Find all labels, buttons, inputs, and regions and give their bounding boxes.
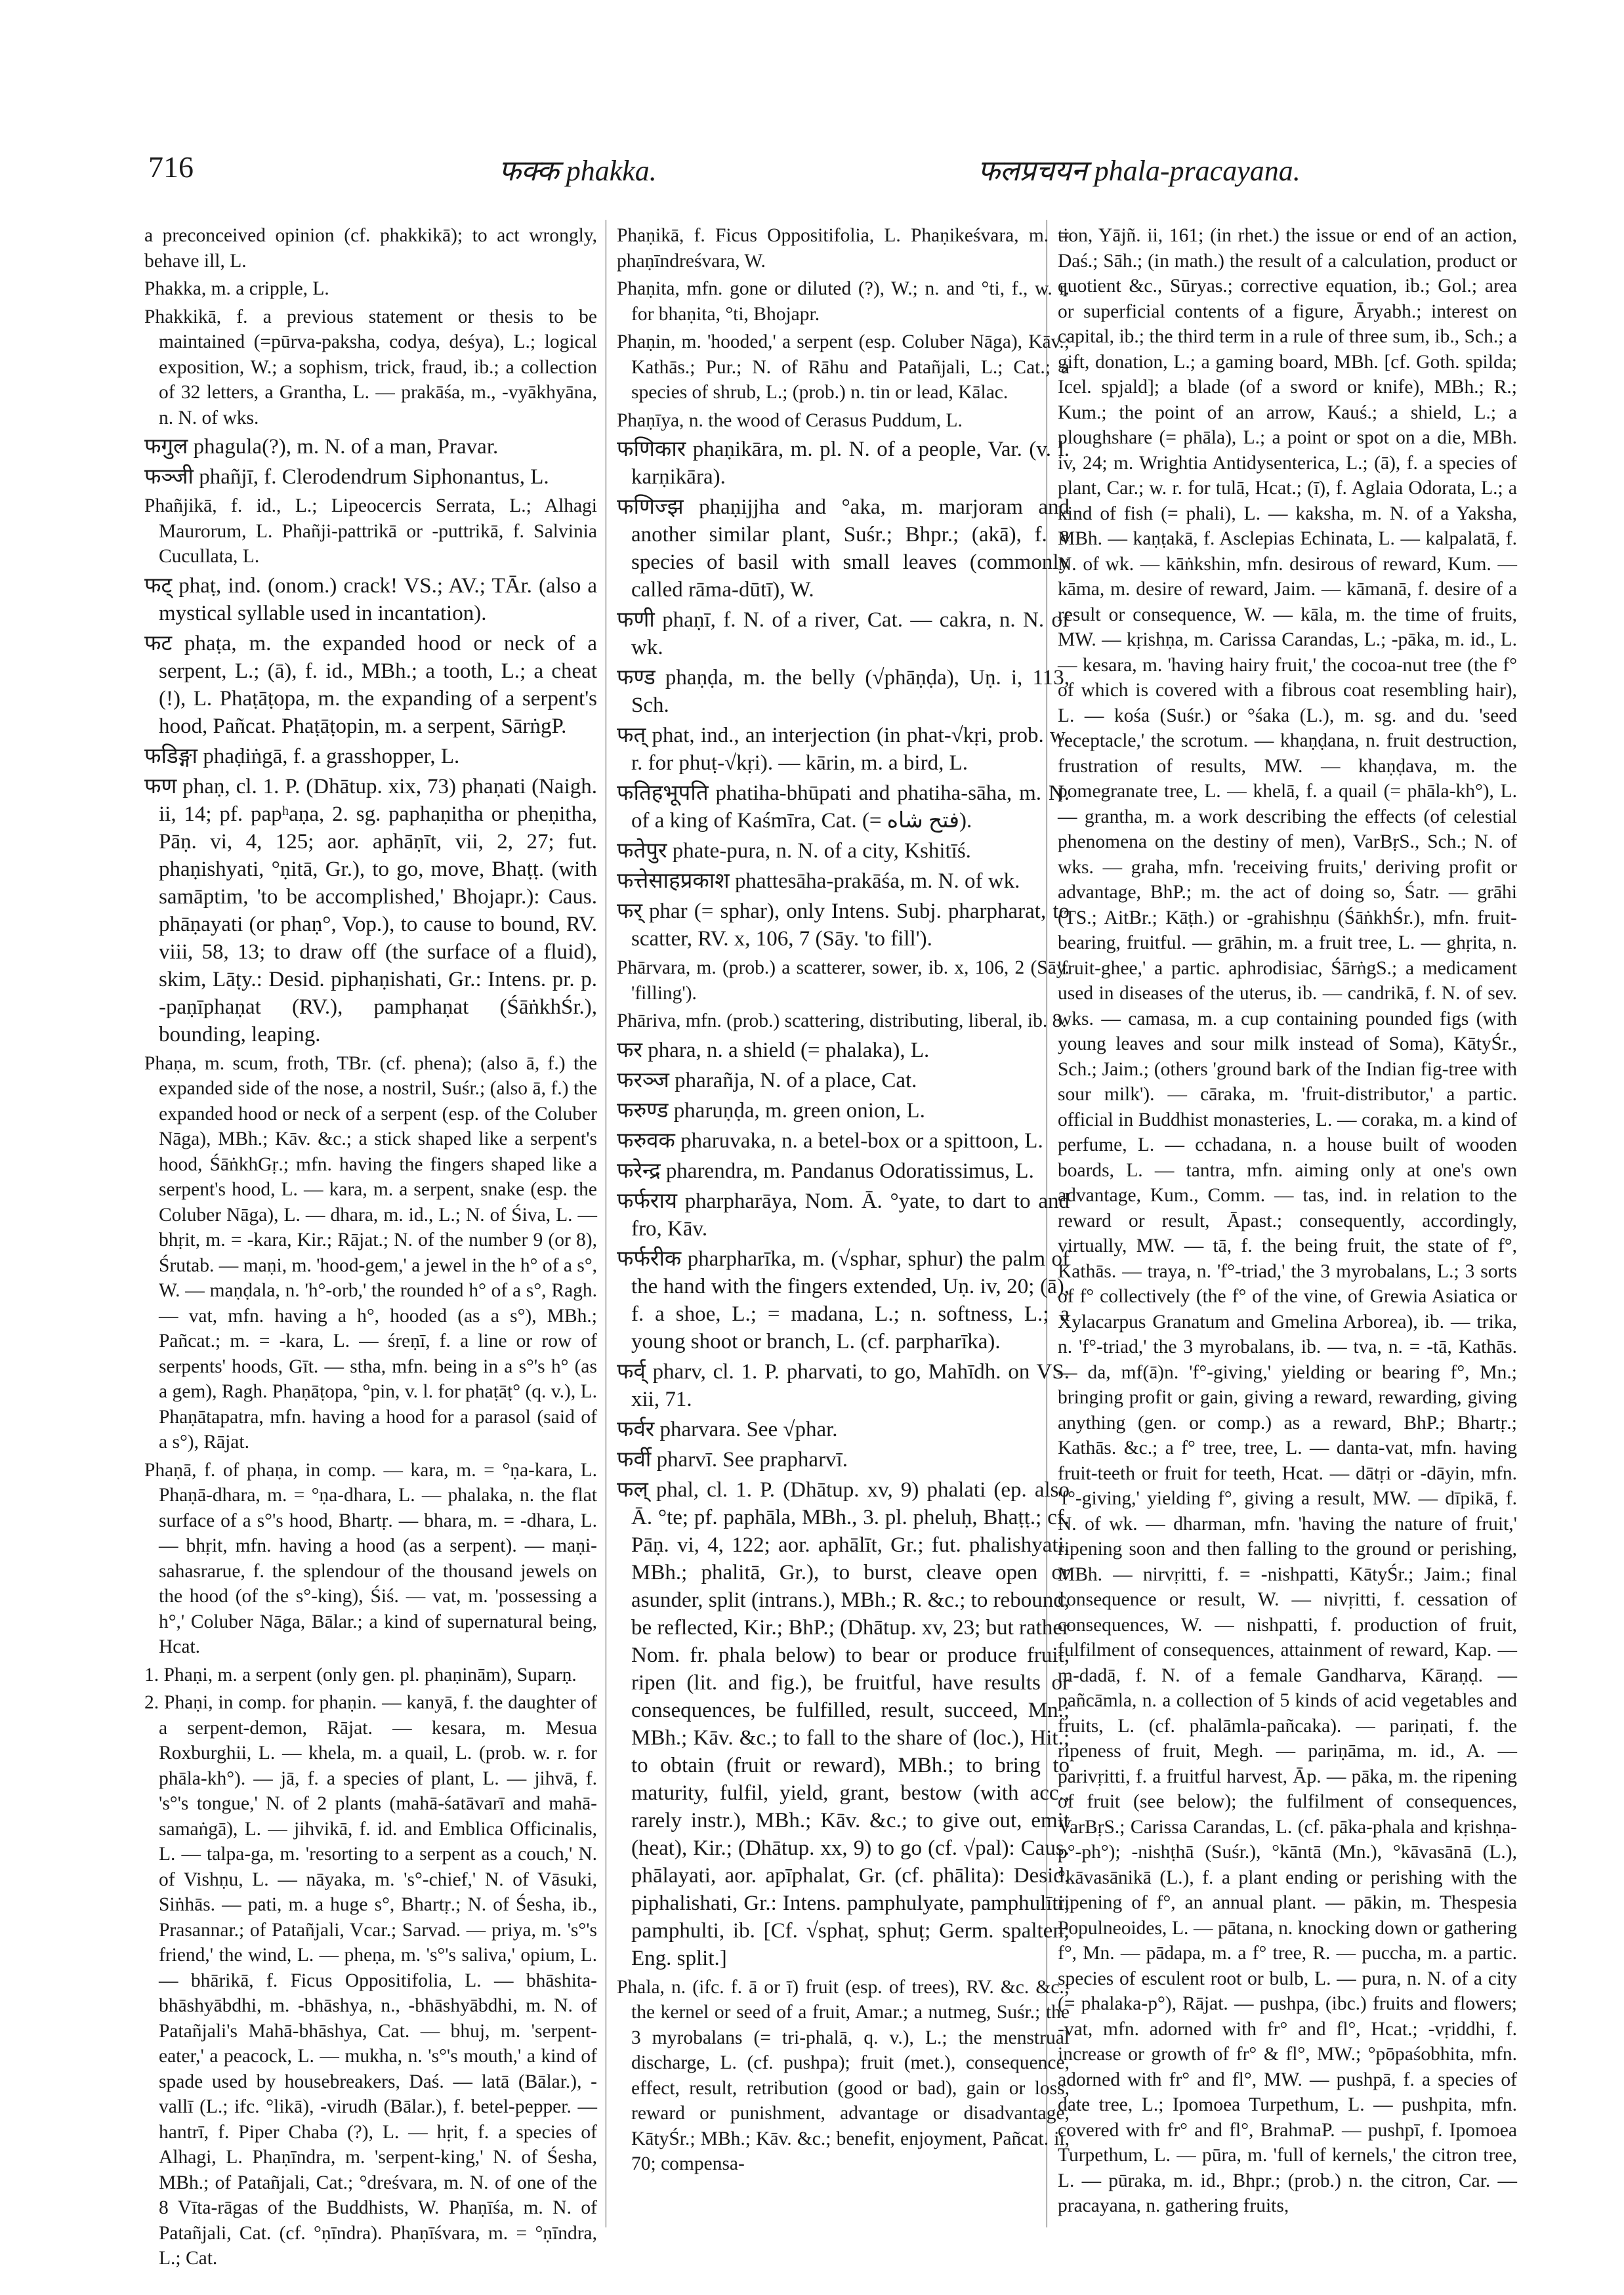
dictionary-entry: फणिज्झ phaṇijjha and °aka, m. marjoram and another similar plant, Suśr.; Bhpr.; (akā), f. a species of basil with small leaves (commonly called rāma-dūtī), W. [617,495,1070,602]
dictionary-entry: फत्तेसाहप्रकाश phattesāha-prakāśa, m. N. of wk. [617,869,1020,893]
page-number: 716 [148,150,194,184]
dictionary-entry: Phaṇikā, f. Ficus Oppositifolia, L. Phaṇikeśvara, m. = phaṇīndreśvara, W. [617,225,1070,272]
dictionary-entry: फर्फरीक pharpharīka, m. (√sphar, sphur) the palm of the hand with the fingers extended, Uṇ. iv, 20; (ā), f. a shoe, L.; = madana, L.; n. softness, L.; a young shoot or branch, L. (cf. parpharīka). [617,1247,1070,1354]
dictionary-column-2 [617,223,1070,2244]
dictionary-entry: Phaṇīya, n. the wood of Cerasus Puddum, L. [617,409,963,431]
dictionary-column-3 [1058,223,1517,2244]
dictionary-entry: फतेपुर phate-pura, n. N. of a city, Kshitīś. [617,839,971,863]
dictionary-entry: फतिहभूपति phatiha-bhūpati and phatiha-sāha, m. N. of a king of Kaśmīra, Cat. (= فتح شاه). [617,781,1070,833]
dictionary-entry: फणी phaṇī, f. N. of a river, Cat. — cakra, n. N. of wk. [617,608,1070,659]
dictionary-entry: फडिङ्गा phaḍiṅgā, f. a grasshopper, L. [144,744,460,768]
dictionary-entry: Phakkikā, f. a previous statement or thesis to be maintained (=pūrva-paksha, codya, deśya), L.; logical exposition, W.; a sophism, trick, fraud, ib.; a collection of 32 letters, a Grantha, L. — prakāśa, m., -vyākhyāna, n. N. of wks. [144,306,597,428]
dictionary-entry: Phakka, m. a cripple, L. [144,278,329,299]
dictionary-entry: फञ्जी phañjī, f. Clerodendrum Siphonantus, L. [144,465,549,489]
dictionary-entry: फरेन्द्र pharendra, m. Pandanus Odoratissimus, L. [617,1159,1034,1183]
dictionary-entry: फरुवक pharuvaka, n. a betel-box or a spittoon, L. [617,1128,1043,1153]
dictionary-entry: Phaṇita, mfn. gone or diluted (?), W.; n. and °ti, f., w. r. for bhaṇita, °ti, Bhojapr. [617,278,1070,325]
dictionary-entry: फर्वी pharvī. See prapharvī. [617,1447,848,1472]
dictionary-entry: Phārvara, m. (prob.) a scatterer, sower, ib. x, 106, 2 (Sāy. 'filling'). [617,957,1070,1004]
dictionary-entry: Phala, n. (ifc. f. ā or ī) fruit (esp. of trees), RV. &c. &c.; the kernel or seed of a fruit, Amar.; a nutmeg, Suśr.; the 3 myrobalans (= tri-phalā, q. v.), L.; the menstrual discharge, L. (cf. pushpa); fruit (met.), consequence, effect, result, retribution (good or bad), gain or loss, reward or punishment, advantage or disadvantage, KātyŚr.; MBh.; Kāv. &c.; benefit, enjoyment, Pañcat. ii, 70; compensa- [617,1976,1070,2174]
dictionary-entry: फर्वर pharvara. See √phar. [617,1417,838,1441]
dictionary-entry: Phaṇā, f. of phaṇa, in comp. — kara, m. = °ṇa-kara, L. Phaṇā-dhara, m. = °ṇa-dhara, L. — phalaka, n. the flat surface of a s°'s hood, Bhartṛ. — bhara, m. = -dhara, L. — bhṛit, mfn. having a hood (as a serpent). — maṇi-sahasrarue, f. the splendour of the thousand jewels on the hood (of the s°-king), Śiś. — vat, m. 'possessing a h°,' Coluber Nāga, Bālar.; a kind of supernatural being, Hcat. [144,1459,597,1657]
right-running-head: फलप्रचयन phala-pracayana. [978,155,1301,187]
dictionary-entry: 2. Phaṇi, in comp. for phaṇin. — kanyā, f. the daughter of a serpent-demon, Rājat. — kesara, m. Mesua Roxburghii, L. — khela, m. a quail, L. (prob. w. r. for phāla-kh°). — jā, f. a species of plant, L. — jihvā, f. 's°'s tongue,' N. of 2 plants (mahā-śatāvarī and mahā-samaṅgā), L. — jihvikā, f. id. and Emblica Officinalis, L. — talpa-ga, m. 'resorting to a serpent as a couch,' N. of Vishṇu, L. — nāyaka, m. 's°-chief,' N. of Vāsuki, Siṅhās. — pati, m. a huge s°, Bhartṛ.; N. of Śesha, ib., Prasannar.; of Patañjali, Vcar.; Sarvad. — priya, m. 's°'s friend,' the wind, L. — pheṇa, m. 's°'s saliva,' opium, L. — bhārikā, f. Ficus Oppositifolia, L. — bhāshita-bhāshyābdhi, m. -bhāshya, n., -bhāshyābdhi, m. N. of Patañjali's Mahā-bhāshya, Cat. — bhuj, m. 'serpent-eater,' a peacock, L. — mukha, n. 's°'s mouth,' a kind of spade used by housebreakers, Daś. — latā (Bālar.), -vallī (L.; ifc. °likā), -virudh (Bālar.), f. betel-pepper. — hantrī, f. Piper Chaba (?), L. — hṛit, f. a species of Alhagi, L. Phaṇīndra, m. 'serpent-king,' N. of Śesha, MBh.; of Patañjali, Cat.; °dreśvara, m. N. of one of the 8 Vīta-rāgas of the Buddhists, W. Phaṇīśa, m. N. of Patañjali, Cat. (cf. °ṇīndra). Phaṇīśvara, m. = °ṇīndra, L.; Cat. [144,1692,597,2269]
dictionary-entry: tion, Yājñ. ii, 161; (in rhet.) the issue or end of an action, Daś.; Sāh.; (in math.) the result of a calculation, product or quotient &c., Sūryas.; corrective equation, ib.; Gol.; area or superficial contents of a figure, Āryabh.; interest on capital, ib.; the third term in a rule of three sum, ib., Sch.; a gift, donation, L.; a gaming board, MBh. [cf. Goth. spilda; Icel. spjald]; a blade (of a sword or knife), MBh.; R.; Kum.; the point of an arrow, Kauś.; a shield, L.; a ploughshare (= phāla), L.; a point or spot on a die, MBh. iv, 24; m. Wrightia Antidysenterica, L.; (ā), f. a species of plant, Car.; w. r. for tulā, Hcat.; (ī), f. Aglaia Odorata, L.; a kind of fish (= phali), L. — kaksha, m. N. of a Yaksha, MBh. — kaṇṭakā, f. Asclepias Echinata, L. — kalpalatā, f. N. of wk. — kāṅkshin, mfn. desirous of reward, Kum. — kāma, m. desire of reward, Jaim. — kāmanā, f. desire of a result or consequence, W. — kāla, m. the time of fruits, MW. — kṛishṇa, m. Carissa Carandas, L.; -pāka, m. id., L. — kesara, m. 'having hairy fruit,' the cocoa-nut tree (the f° of which is covered with a fibrous coat resembling hair), L. — kośa (Suśr.) or °śaka (L.), m. sg. and du. 'seed receptacle,' the scrotum. — khaṇḍana, n. fruit destruction, frustration of results, MW. — khaṇḍava, m. the pomegranate tree, L. — khelā, f. a quail (= phāla-kh°), L. — grantha, m. a work describing the effects (of celestial phenomena on the destiny of men), VarBṛS., Sch.; N. of wks. — graha, mfn. 'receiving fruits,' deriving profit or advantage, BhP.; m. the act of doing so, Śatr. — grāhi (TS.; AitBr.; Kāṭh.) or -grahishṇu (ŚāṅkhŚr.), mfn. fruit-bearing, fruitful. — grāhin, m. a fruit tree, L. — ghṛita, n. 'fruit-ghee,' a partic. aphrodisiac, ŚārṅgS.; a medicament used in diseases of the uterus, ib. — candrikā, f. N. of sev. wks. — camasa, m. a cup containing pounded figs (with young leaves and sour milk instead of Soma), KātyŚr., Sch.; Jaim.; (others 'ground bark of the Indian fig-tree with sour milk'). — cāraka, m. 'fruit-distributor,' a partic. official in Buddhist monasteries, L. — coraka, m. a kind of perfume, L. — cchadana, n. a house built of wooden boards, L. — tantra, mfn. aiming only at one's own advantage, Kum., Comm. — tas, ind. in relation to the reward or result, Āpast.; consequently, accordingly, virtually, MW. — tā, f. the being fruit, the state of f°, Kathās. — traya, n. 'f°-triad,' the 3 myrobalans, L.; 3 sorts of f° collectively (the f° of the vine, of Grewia Asiatica or Xylacarpus Granatum and Gmelina Arborea), ib. — trika, n. 'f°-triad,' the 3 myrobalans, ib. — tva, n. = -tā, Kathās. — da, mf(ā)n. 'f°-giving,' yielding or bearing f°, Mn.; bringing profit or gain, giving a reward, rewarding, giving anything (gen. or comp.) as a reward, BhP.; Bhartṛ.; Kathās. &c.; a f° tree, tree, L. — danta-vat, mfn. having fruit-teeth or fruit for teeth, Hcat. — dātṛi or -dāyin, mfn. 'f°-giving,' yielding f°, giving a result, MW. — dīpikā, f. N. of wk. — dharman, mfn. 'having the nature of fruit,' ripening soon and then falling to the ground or perishing, MBh. — nirvṛitti, f. = -nishpatti, KātyŚr.; Jaim.; final consequence or result, W. — nivṛitti, f. cessation of consequences, W. — nishpatti, f. production of fruit, fulfilment of consequences, attainment of reward, Kap. — m-dadā, f. N. of a female Gandharva, Kāraṇḍ. — pañcāmla, n. a collection of 5 kinds of acid vegetables and fruits, L. (cf. phalāmla-pañcaka). — pariṇati, f. the ripeness of fruit, Megh. — pariṇāma, m. id., A. — parivṛitti, f. a fruitful harvest, Āp. — pāka, m. the ripening of fruit (see below); the fulfilment of consequences, VarBṛS.; Carissa Carandas, L. (cf. pāka-phala and kṛishṇa-p°-ph°); -nishṭhā (Suśr.), °kāntā (Mn.), °kāvasānā (L.), °kāvasānikā (L.), f. a plant ending or perishing with the ripening of f°, an annual plant. — pākin, m. Thespesia Populneoides, L. — pātana, n. knocking down or gathering f°, Mn. — pādapa, m. a f° tree, R. — puccha, m. a partic. species of esculent root or bulb, L. — pura, n. N. of a city (= phalaka-p°), Rājat. — pushpa, (ibc.) fruits and flowers; -vat, mfn. adorned with fr° and fl°, Hcat.; -vṛiddhi, f. increase or growth of fr° & fl°, MW.; °pōpaśobhita, mfn. adorned with fr° and fl°, MW. — pushpā, f. a species of date tree, L.; Ipomoea Turpethum, L. — pushpita, mfn. covered with fr° and fl°, BrahmaP. — pushpī, f. Ipomoea Turpethum, L. — pūra, m. 'full of kernels,' the citron tree, L. — pūraka, m. id., Bhpr.; (prob.) n. the citron, Car. — pracayana, n. gathering fruits, [1058,225,1517,2216]
dictionary-entry: फर् phar (= sphar), only Intens. Subj. pharpharat, to scatter, RV. x, 106, 7 (Sāy. 'to fill'). [617,899,1070,951]
dictionary-entry: फगुल phagula(?), m. N. of a man, Pravar. [144,435,499,459]
dictionary-entry: फल् phal, cl. 1. P. (Dhātup. xv, 9) phalati (ep. also Ā. °te; pf. paphāla, MBh., 3. pl. pheluḥ, Bhaṭṭ.; cf. Pāṇ. vi, 4, 122; aor. aphālīt, Gr.; fut. phalishyati, MBh.; phalitā, Gr.), to burst, cleave open or asunder, split (intrans.), MBh.; R. &c.; to rebound, be reflected, Kir.; BhP.; (Dhātup. xv, 23; but rather Nom. fr. phala below) to bear or produce fruit, ripen (lit. and fig.), be fruitful, have results or consequences, be fulfilled, result, succeed, Mn.; MBh.; Kāv. &c.; to fall to the share of (loc.), Hit.; to obtain (fruit or reward), MBh.; to bring to maturity, fulfil, yield, grant, bestow (with acc., rarely instr.), MBh.; Kāv. &c.; to give out, emit (heat), Kir.; (Dhātup. xx, 9) to go (cf. √pal): Caus. phālayati, aor. apīphalat, Gr. (cf. phālita): Desid. piphalishati, Gr.: Intens. pamphulyate, pamphulīti, pamphulti, ib. [Cf. √sphaṭ, sphuṭ; Germ. spalten; Eng. split.] [617,1478,1070,1970]
dictionary-entry: Phaṇin, m. 'hooded,' a serpent (esp. Coluber Nāga), Kāv.; Kathās.; Pur.; N. of Rāhu and Patañjali, L.; Cat.; a species of shrub, L.; (prob.) n. tin or lead, Kālac. [617,331,1070,403]
dictionary-column-1 [144,223,597,2269]
dictionary-entry: a preconceived opinion (cf. phakkikā); to act wrongly, behave ill, L. [144,225,597,272]
dictionary-entry: Phañjikā, f. id., L.; Lipeocercis Serrata, L.; Alhagi Maurorum, L. Phañji-pattrikā or -puttrikā, f. Salvinia Cucullata, L. [144,495,597,567]
dictionary-entry: फण्ड phaṇḍa, m. the belly (√phāṇḍa), Uṇ. i, 113, Sch. [617,666,1070,717]
dictionary-entry: Phāriva, mfn. (prob.) scattering, distributing, liberal, ib. 8. [617,1010,1067,1031]
dictionary-entry: फर्व् pharv, cl. 1. P. pharvati, to go, Mahīdh. on VS. xii, 71. [617,1359,1070,1411]
dictionary-entry: 1. Phaṇi, m. a serpent (only gen. pl. phaṇinām), Suparṇ. [144,1664,577,1685]
dictionary-entry: फण phaṇ, cl. 1. P. (Dhātup. xix, 73) phaṇati (Naigh. ii, 14; pf. papʰaṇa, 2. sg. paphaṇitha or pheṇitha, Pāṇ. vi, 4, 125; aor. aphāṇīt, vii, 2, 27; fut. phaṇishyati, °ṇitā, Gr.), to go, move, Bhaṭṭ. (with samāptim, 'to be accomplished,' Bhojapr.): Caus. phāṇayati (or phaṇ°, Vop.), to cause to bound, RV. viii, 58, 13; to draw off (the surface of a fluid), skim, Lāṭy.: Desid. piphaṇishati, Gr.: Intens. pr. p. -paṇīphaṇat (RV.), pamphaṇat (ŚāṅkhŚr.), bounding, leaping. [144,774,597,1046]
dictionary-entry: फट phaṭa, m. the expanded hood or neck of a serpent, L.; (ā), f. id., MBh.; a tooth, L.; a cheat (!), L. Phaṭāṭopa, m. the expanding of a serpent's hood, Pañcat. Phaṭāṭopin, m. a serpent, SārṅgP. [144,631,597,738]
dictionary-entry: Phaṇa, m. scum, froth, TBr. (cf. phena); (also ā, f.) the expanded side of the nose, a nostril, Suśr.; (also ā, f.) the expanded hood or neck of a serpent (esp. of the Coluber Nāga), MBh.; Kāv. &c.; a stick shaped like a serpent's hood, ŚāṅkhGṛ.; mfn. having the fingers shaped like a serpent's hood, L. — kara, m. a serpent, snake (esp. the Coluber Nāga), L. — dhara, m. id., L.; N. of Śiva, L. — bhṛit, m. = -kara, Kir.; Rājat.; N. of the number 9 (or 8), Śrutab. — maṇi, m. 'hood-gem,' a jewel in the h° of a s°, W. — maṇḍala, n. 'h°-orb,' the rounded h° of a s°, Ragh. — vat, mfn. having a h°, hooded (as a s°), MBh.; Pañcat.; m. = -kara, L. — śreṇī, f. a line or row of serpents' hoods, Gīt. — stha, mfn. being in a s°'s h° (as a gem), Ragh. Phaṇāṭopa, °pin, v. l. for phaṭāṭ° (q. v.), L. Phaṇātapatra, mfn. having a hood for a parasol (said of a s°), Rājat. [144,1052,597,1453]
left-running-head: फक्क phakka. [499,155,657,187]
dictionary-entry: फरञ्ज pharañja, N. of a place, Cat. [617,1068,917,1092]
dictionary-entry: फरुण्ड pharuṇḍa, m. green onion, L. [617,1098,925,1123]
dictionary-entry: फर्फराय pharpharāya, Nom. Ā. °yate, to dart to and fro, Kāv. [617,1189,1070,1241]
dictionary-entry: फत् phat, ind., an interjection (in phat-√kṛi, prob. w. r. for phuṭ-√kṛi). — kārin, m. a bird, L. [617,724,1070,775]
dictionary-entry: फणिकार phaṇikāra, m. pl. N. of a people, Var. (v. l. karṇikāra). [617,438,1070,489]
dictionary-entry: फट् phaṭ, ind. (onom.) crack! VS.; AV.; TĀr. (also a mystical syllable used in incantation). [144,573,597,625]
dictionary-entry: फर phara, n. a shield (= phalaka), L. [617,1038,930,1062]
